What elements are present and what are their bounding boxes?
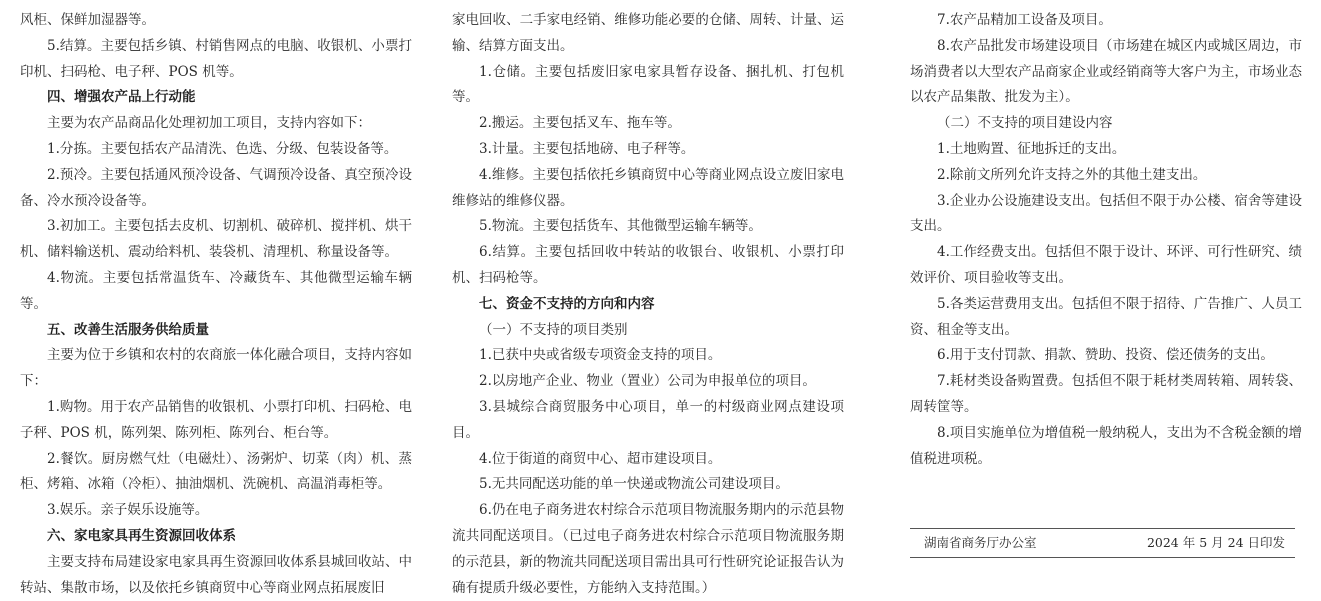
body-paragraph: 3.企业办公设施建设支出。包括但不限于办公楼、宿舍等建设支出。 bbox=[910, 192, 1302, 235]
body-paragraph: 3.初加工。主要包括去皮机、切割机、破碎机、搅拌机、烘干机、储料输送机、震动给料机、装袋机、清理机、称量设备等。 bbox=[20, 218, 412, 261]
body-paragraph: 4.工作经费支出。包括但不限于设计、环评、可行性研究、绩效评价、项目验收等支出。 bbox=[910, 244, 1302, 286]
text-column-1 bbox=[20, 8, 412, 601]
body-paragraph: 2.除前文所列允许支持之外的其他土建支出。 bbox=[937, 166, 1207, 183]
body-paragraph: 2.餐饮。厨房燃气灶（电磁灶）、汤粥炉、切菜（肉）机、蒸柜、烤箱、冰箱（冷柜）、抽油烟机、洗碗机、高温消毒柜等。 bbox=[20, 450, 412, 493]
print-date: 2024 年 5 月 24 日印发 bbox=[1146, 535, 1285, 550]
body-paragraph: 7.农产品精加工设备及项目。 bbox=[937, 12, 1112, 28]
body-paragraph: 2.预冷。主要包括通风预冷设备、气调预冷设备、真空预冷设备、冷水预冷设备等。 bbox=[20, 166, 412, 209]
section-heading: 七、资金不支持的方向和内容 bbox=[479, 295, 655, 312]
body-paragraph: 5.无共同配送功能的单一快递或物流公司建设项目。 bbox=[479, 476, 789, 493]
body-paragraph: 1.土地购置、征地拆迁的支出。 bbox=[937, 140, 1126, 157]
body-paragraph: 1.仓储。主要包括废旧家电家具暂存设备、捆扎机、打包机等。 bbox=[452, 63, 844, 106]
text-column-2 bbox=[452, 8, 844, 601]
colophon bbox=[910, 528, 1295, 558]
body-paragraph: 家电回收、二手家电经销、维修功能必要的仓储、周转、计量、运输、结算方面支出。 bbox=[452, 12, 844, 54]
body-paragraph: 2.以房地产企业、物业（置业）公司为申报单位的项目。 bbox=[479, 373, 816, 390]
body-paragraph: 8.项目实施单位为增值税一般纳税人，支出为不含税金额的增值税进项税。 bbox=[910, 424, 1302, 467]
body-paragraph: 主要为农产品商品化处理初加工项目，支持内容如下： bbox=[47, 115, 371, 132]
body-paragraph: 3.县城综合商贸服务中心项目，单一的村级商业网点建设项目。 bbox=[452, 398, 844, 441]
body-paragraph: 2.搬运。主要包括叉车、拖车等。 bbox=[479, 115, 681, 132]
body-paragraph: 1.分拣。主要包括农产品清洗、色选、分级、包装设备等。 bbox=[47, 140, 398, 157]
body-paragraph: 5.结算。主要包括乡镇、村销售网点的电脑、收银机、小票打印机、扫码枪、电子秤、POS 机等。 bbox=[20, 37, 412, 80]
body-paragraph: 7.耗材类设备购置费。包括但不限于耗材类周转箱、周转袋、周转筐等。 bbox=[910, 373, 1302, 415]
section-heading: 六、家电家具再生资源回收体系 bbox=[47, 527, 236, 544]
body-paragraph: 主要为位于乡镇和农村的农商旅一体化融合项目，支持内容如下： bbox=[20, 347, 412, 390]
body-paragraph: 6.仍在电子商务进农村综合示范项目物流服务期内的示范县物流共同配送项目。（已过电子商务进农村综合示范项目物流服务期的示范县，新的物流共同配送项目需出具可行性研究论证报告认为确有提质升级必要性，方能纳入支持范围。） bbox=[452, 502, 844, 596]
body-paragraph: 3.计量。主要包括地磅、电子秤等。 bbox=[479, 140, 695, 157]
section-heading: 五、改善生活服务供给质量 bbox=[47, 321, 209, 338]
text-column-3 bbox=[910, 8, 1302, 472]
body-paragraph: 5.各类运营费用支出。包括但不限于招待、广告推广、人员工资、租金等支出。 bbox=[910, 295, 1302, 338]
body-paragraph: 4.物流。主要包括常温货车、冷藏货车、其他微型运输车辆等。 bbox=[20, 269, 412, 312]
body-paragraph: 5.物流。主要包括货车、其他微型运输车辆等。 bbox=[479, 218, 762, 235]
issuer-name: 湖南省商务厅办公室 bbox=[924, 535, 1037, 550]
body-paragraph: 6.用于支付罚款、捐款、赞助、投资、偿还债务的支出。 bbox=[937, 347, 1274, 364]
body-paragraph: 1.已获中央或省级专项资金支持的项目。 bbox=[479, 347, 722, 364]
body-paragraph: 1.购物。用于农产品销售的收银机、小票打印机、扫码枪、电子秤、POS 机，陈列架、陈列柜、陈列台、柜台等。 bbox=[20, 398, 412, 441]
body-paragraph: 6.结算。主要包括回收中转站的收银台、收银机、小票打印机、扫码枪等。 bbox=[452, 244, 844, 286]
body-paragraph: 4.维修。主要包括依托乡镇商贸中心等商业网点设立废旧家电维修站的维修仪器。 bbox=[452, 166, 844, 209]
body-paragraph: 风柜、保鲜加湿器等。 bbox=[20, 12, 155, 28]
body-paragraph: （一）不支持的项目类别 bbox=[479, 321, 628, 338]
body-paragraph: 8.农产品批发市场建设项目（市场建在城区内或城区周边，市场消费者以大型农产品商家企业或经销商等大客户为主，市场业态以农产品集散、批发为主）。 bbox=[910, 37, 1302, 106]
body-paragraph: 4.位于街道的商贸中心、超市建设项目。 bbox=[479, 450, 722, 467]
section-heading: 四、增强农产品上行动能 bbox=[47, 89, 196, 106]
body-paragraph: 3.娱乐。亲子娱乐设施等。 bbox=[47, 502, 209, 519]
body-paragraph: 主要支持布局建设家电家具再生资源回收体系县城回收站、中转站、集散市场，以及依托乡镇商贸中心等商业网点拓展废旧 bbox=[20, 553, 412, 596]
body-paragraph: （二）不支持的项目建设内容 bbox=[937, 115, 1113, 132]
